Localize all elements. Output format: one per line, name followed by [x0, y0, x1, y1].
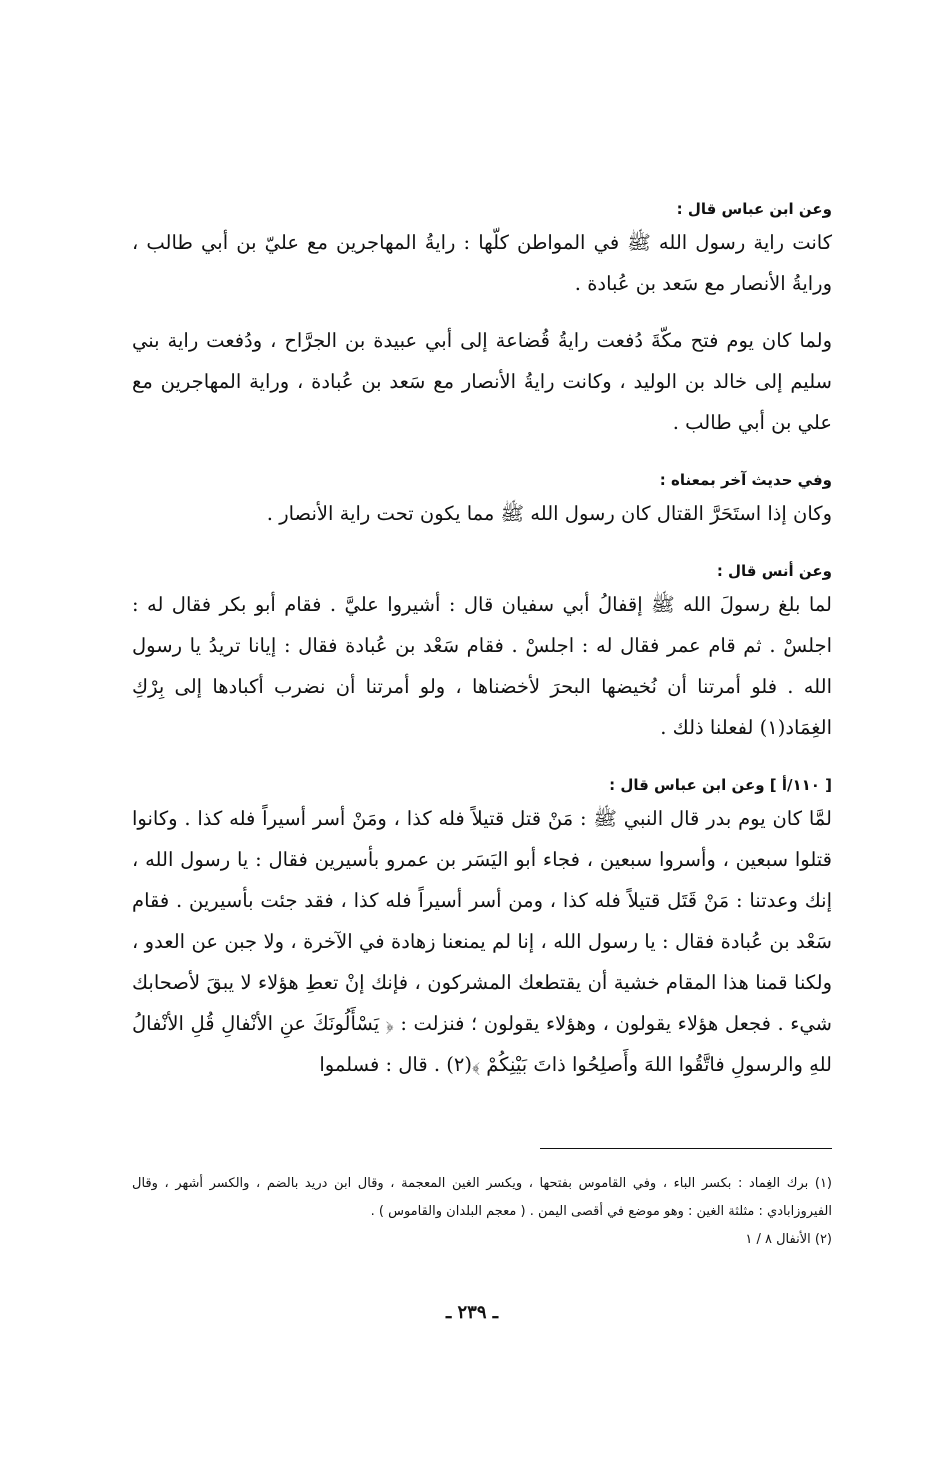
page-number: ـ ٢٣٩ ـ [445, 1302, 499, 1323]
main-text [132, 196, 832, 1085]
section-heading: وفي حديث آخر بمعناه : [659, 471, 832, 489]
paragraph: وكان إذا استَحَرَّ القتال كان رسول الله ﷺ مما يكون تحت راية الأنصار . [266, 502, 832, 525]
footnote-1: (١) برك الغِماد : بكسر الباء ، وفي القاموس بفتحها ، ويكسر الغين المعجمة ، وقال ابن دريد بالضم ، والكسر أشهر ، وقال الفيروزابادي : مثلثة الغين : وهو موضع في أقصى اليمن . ( معجم البلدان والقاموس ) . [132, 1176, 832, 1219]
paragraph: لمَّا كان يوم بدر قال النبي ﷺ : مَنْ قتل قتيلاً فله كذا ، ومَنْ أسر أسيراً فله كذا . وكانوا قتلوا سبعين ، وأسروا سبعين ، فجاء أبو اليَسَر بن عمرو بأسيرين فقال : يا رسول الله ، إنك وعدتنا : مَنْ قَتَل قتيلاً فله كذا ، ومن أسر أسيراً فله كذا ، فقد جئت بأسيرين . فقام سَعْد بن عُبادة فقال : يا رسول الله ، إنا لم يمنعنا زهادة في الآخرة ، ولا جبن عن العدو ، ولكنا قمنا هذا المقام خشية أن يقتطعك المشركون ، فإنك إنْ تعطِ هؤلاء لا يبقَ لأصحابك شيء . فجعل هؤلاء يقولون ، وهؤلاء يقولون ؛ فنزلت : ﴿ يَسْأَلُونَكَ عنِ الأنْفالِ قُلِ الأنْفالُ للهِ والرسولِ فاتَّقُوا اللهَ وأَصلِحُوا ذاتَ بَيْنِكُمْ ﴾(٢) . قال : فسلموا [132, 807, 832, 1076]
paragraph: لما بلغ رسولَ الله ﷺ إقفالُ أبي سفيان قال : أشيروا عليَّ . فقام أبو بكر فقال له : اجلسْ . ثم قام عمر فقال له : اجلسْ . فقام سَعْد بن عُبادة فقال : إيانا تريدُ يا رسول الله . فلو أمرتنا أن نُخيضها البحرَ لأخضناها ، ولو أمرتنا أن نضرب أكبادها إلى بِرْكِ الغِمَاد(١) لفعلنا ذلك . [132, 593, 832, 739]
section-anas [132, 558, 832, 748]
paragraph: كانت راية رسول الله ﷺ في المواطن كلّها : رايةُ المهاجرين مع عليّ بن أبي طالب ، ورايةُ الأنصار مع سَعد بن عُبادة . [132, 231, 832, 295]
section-another-hadith [132, 467, 832, 534]
section-heading: وعن أنس قال : [716, 562, 832, 580]
paragraph: ولما كان يوم فتح مكّةَ دُفعت رايةُ قُضاعة إلى أبي عبيدة بن الجرَّاح ، ودُفعت راية بني سليم إلى خالد بن الوليد ، وكانت رايةُ الأنصار مع سَعد بن عُبادة ، وراية المهاجرين مع علي بن أبي طالب . [132, 329, 832, 434]
section-heading: وعن ابن عباس قال : [676, 200, 832, 218]
footnote-2: (٢) الأنفال ٨ / ١ [745, 1232, 832, 1247]
section-heading: [ ١١٠/أ ] وعن ابن عباس قال : [609, 776, 832, 794]
section-ibn-abbas-badr [132, 772, 832, 1085]
section-ibn-abbas-banners [132, 196, 832, 443]
footnote-divider [540, 1148, 832, 1149]
footnotes [132, 1170, 832, 1254]
